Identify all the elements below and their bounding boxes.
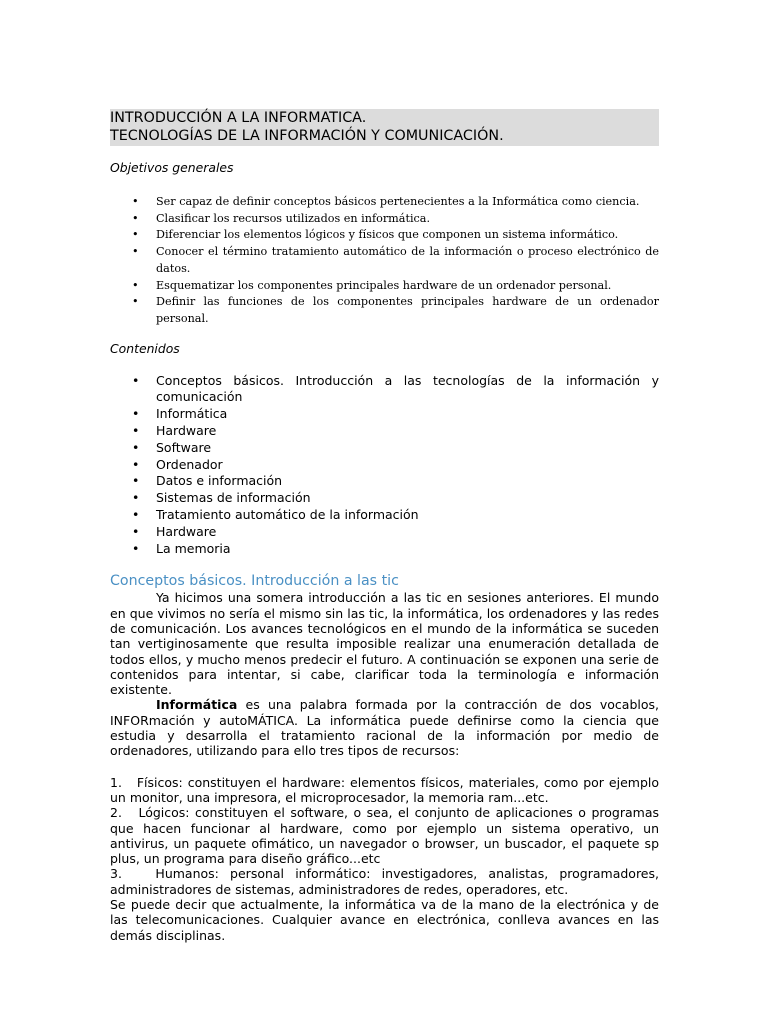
bullet-icon: • [132, 406, 140, 422]
bullet-icon: • [132, 507, 140, 522]
section-heading: Conceptos básicos. Introducción a las tic [110, 573, 399, 590]
list-item: • La memoria [132, 540, 231, 556]
bullet-icon: • [132, 295, 139, 309]
list-item: • Ser capaz de definir conceptos básicos pertenecientes a la Informática como ciencia. [110, 194, 659, 211]
list-item: • Ordenador [132, 456, 223, 472]
contents-heading: Contenidos [110, 340, 180, 356]
bullet-icon: • [132, 473, 140, 489]
bullet-icon: • [132, 423, 140, 439]
list-item: • Hardware [132, 523, 217, 539]
objectives-list [110, 194, 659, 328]
list-item: • Esquematizar los componentes principales hardware de un ordenador personal. [110, 278, 659, 295]
bullet-icon: • [132, 245, 139, 259]
bullet-icon: • [132, 372, 140, 388]
title-line-1: INTRODUCCIÓN A LA INFORMATICA. [110, 110, 367, 126]
list-item: • Hardware [132, 423, 217, 439]
list-item: • Informática [132, 406, 228, 422]
paragraph-informatica [110, 697, 659, 758]
term-bold: Informática [156, 697, 238, 713]
resource-item: 1. Físicos: constituyen el hardware: elementos físicos, materiales, como por ejemplo un monitor, una impresora, el microprocesador, la memoria ram...etc. [110, 774, 659, 805]
document-title [110, 109, 659, 146]
paragraph-intro: Ya hicimos una somera introducción a las tic en sesiones anteriores. El mundo en que vivimos no sería el mismo sin las tic, la informática, los ordenadores y las redes de comunicación. Los avances tecnológicos en el mundo de la informática se suceden tan vertiginosamente que resulta imposible realizar una enumeración detallada de todos ellos, y mucho menos predecir el futuro. A continuación se exponen una serie de contenidos para intentar, si cabe, clarificar toda la terminología e información existente. [110, 590, 659, 698]
objectives-heading: Objetivos generales [110, 160, 234, 175]
bullet-icon: • [132, 211, 139, 225]
resource-item: 2. Lógicos: constituyen el software, o sea, el conjunto de aplicaciones o programas que hacen funcionar al hardware, como por ejemplo un sistema operativo, un antivirus, un paquete ofimático, un navegador o browser, un buscador, el paquete sp plus, un programa para diseño gráfico...etc [110, 805, 659, 867]
bullet-icon: • [132, 278, 139, 292]
paragraph-text: es una palabra formada por la contracción de dos vocablos, INFORmación y autoMÁTICA. La informática puede definirse como la ciencia que estudia y desarrolla el tratamiento racional de la información por medio de ordenadores, utilizando para ello tres tipos de recursos: [110, 697, 659, 759]
bullet-icon: • [132, 195, 139, 208]
list-item: • Datos e información [132, 473, 283, 489]
resource-item: 3. Humanos: personal informático: investigadores, analistas, programadores, administradores de sistemas, administradores de redes, operadores, etc. [110, 866, 659, 897]
bullet-icon: • [132, 490, 140, 506]
bullet-icon: • [132, 228, 139, 242]
bullet-icon: • [132, 540, 140, 556]
title-line-2: TECNOLOGÍAS DE LA INFORMACIÓN Y COMUNICACIÓN. [110, 128, 504, 144]
bullet-icon: • [132, 523, 140, 539]
list-item: • Tratamiento automático de la información [132, 507, 419, 522]
bullet-icon: • [132, 439, 140, 455]
list-item: • Clasificar los recursos utilizados en informática. [110, 211, 659, 228]
contents-list [110, 373, 659, 558]
resources-list [110, 775, 659, 897]
list-item: • Sistemas de información [132, 490, 311, 506]
bullet-icon: • [132, 456, 140, 472]
list-item: • Software [132, 439, 212, 455]
list-item: • Diferenciar los elementos lógicos y físicos que componen un sistema informático. [110, 227, 659, 244]
paragraph-conclusion: Se puede decir que actualmente, la informática va de la mano de la electrónica y de las telecomunicaciones. Cualquier avance en electrónica, conlleva avances en las demás disciplinas. [110, 897, 659, 943]
document-content [110, 109, 659, 943]
list-item: • Definir las funciones de los componentes principales hardware de un ordenador personal. [132, 295, 659, 325]
list-item: • Conocer el término tratamiento automático de la información o proceso electrónico de datos. [132, 245, 659, 275]
list-item: • Conceptos básicos. Introducción a las tecnologías de la información y comunicación [132, 372, 659, 405]
